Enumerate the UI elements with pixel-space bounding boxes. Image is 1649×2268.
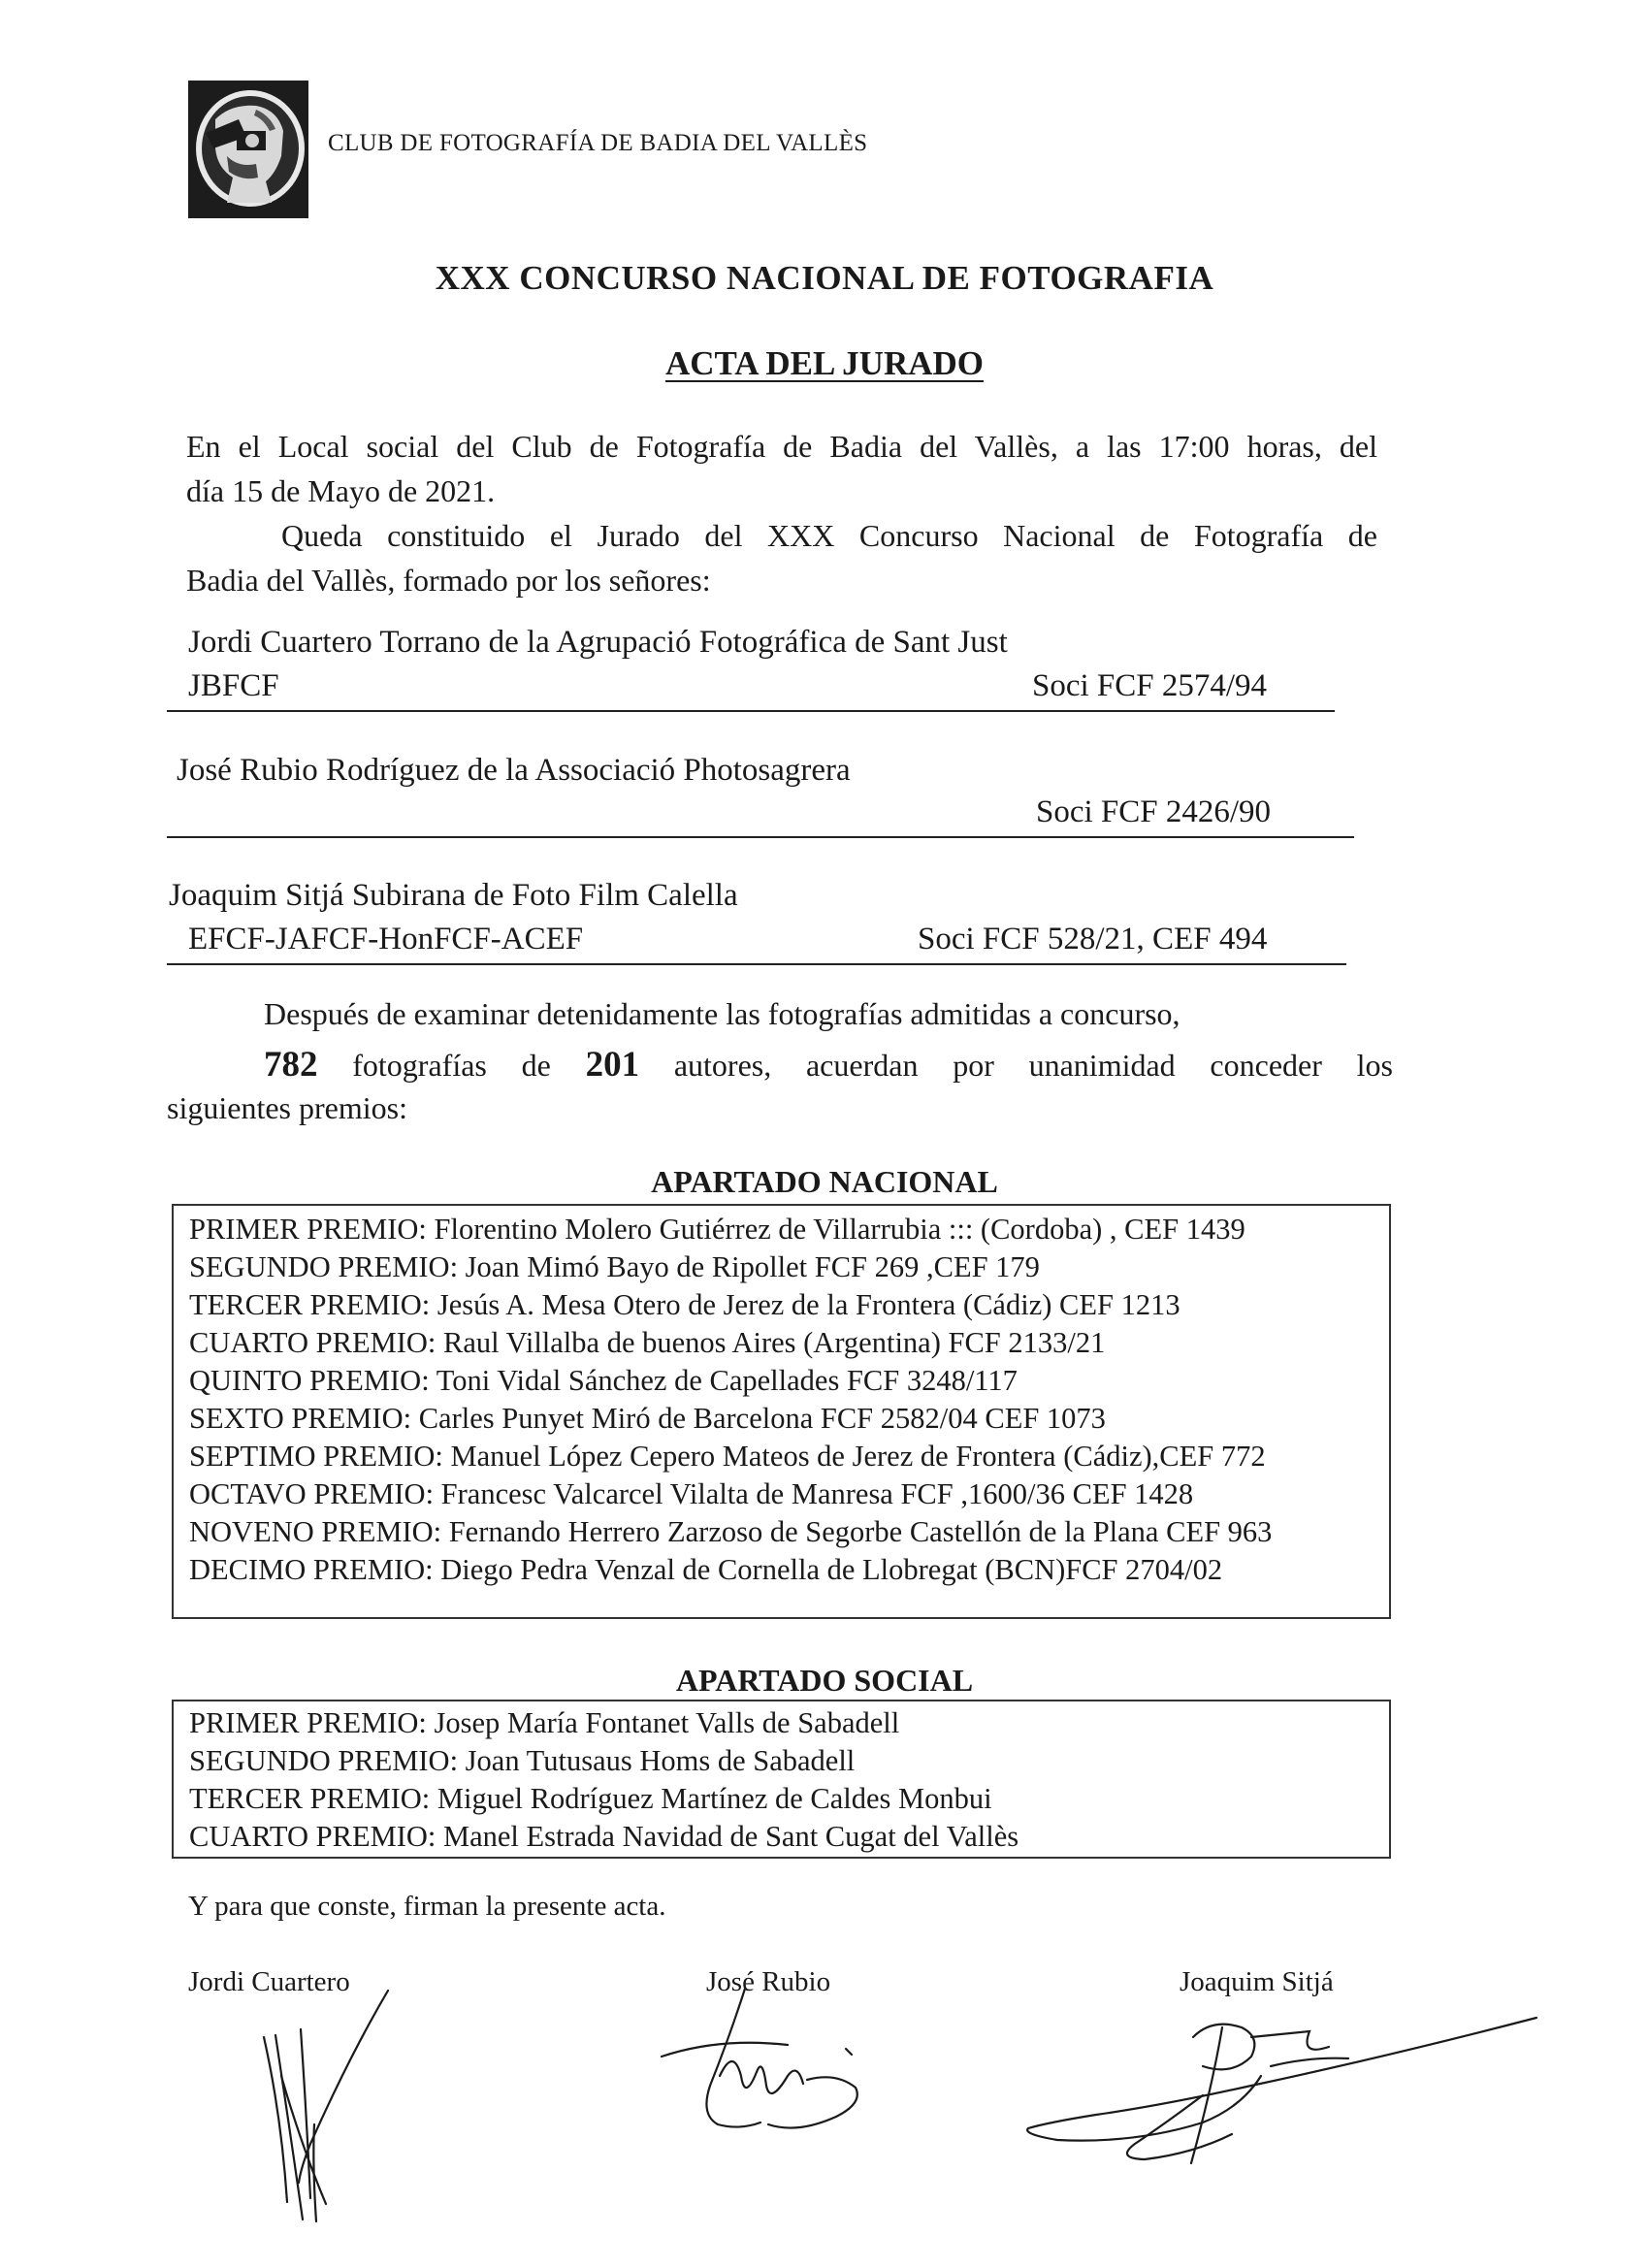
- nacional-prize-7: SEPTIMO PREMIO: Manuel López Cepero Mateos de Jerez de Frontera (Cádiz),CEF 772: [189, 1440, 1266, 1473]
- signatory-2-name: José Rubio: [706, 1966, 831, 1997]
- jury-member-3-titles: EFCF-JAFCF-HonFCF-ACEF: [188, 922, 584, 956]
- photographer-logo-icon: [188, 81, 308, 218]
- word-acuerdan: acuerdan: [805, 1048, 919, 1083]
- social-prize-4: CUARTO PREMIO: Manel Estrada Navidad de Sant Cugat del Vallès: [189, 1820, 1019, 1853]
- jury-member-3-name: Joaquim Sitjá Subirana de Foto Film Calella: [169, 878, 738, 913]
- jury-member-1-rule: [167, 710, 1335, 712]
- word-conceder: conceder: [1210, 1048, 1322, 1083]
- nacional-prize-1: PRIMER PREMIO: Florentino Molero Gutiérrez de Villarrubia ::: (Cordoba) , CEF 1439: [189, 1213, 1245, 1246]
- social-prize-2: SEGUNDO PREMIO: Joan Tutusaus Homs de Sabadell: [189, 1744, 856, 1777]
- intro-paragraph: [186, 424, 1377, 602]
- signatory-3-name: Joaquim Sitjá: [1180, 1966, 1334, 1997]
- jury-member-2-name: José Rubio Rodríguez de la Associació Photosagrera: [177, 753, 851, 788]
- nacional-prize-6: SEXTO PREMIO: Carles Punyet Miró de Barcelona FCF 2582/04 CEF 1073: [189, 1402, 1106, 1435]
- social-prize-box: [172, 1700, 1391, 1859]
- nacional-prize-8: OCTAVO PREMIO: Francesc Valcarcel Vilalta de Manresa FCF ,1600/36 CEF 1428: [189, 1477, 1194, 1510]
- word-de: de: [521, 1048, 551, 1083]
- nacional-prize-4: CUARTO PREMIO: Raul Villalba de buenos Aires (Argentina) FCF 2133/21: [189, 1326, 1106, 1359]
- intro-line-1: En el Local social del Club de Fotografía de Badia del Vallès, a las 17:00 horas, del: [186, 429, 1377, 464]
- word-por: por: [953, 1048, 994, 1083]
- social-prize-list: [189, 1704, 1389, 1856]
- intro-line-4: Badia del Vallès, formado por los señores:: [186, 563, 711, 598]
- social-heading: APARTADO SOCIAL: [675, 1663, 974, 1698]
- social-prize-3: TERCER PREMIO: Miguel Rodríguez Martínez de Caldes Monbui: [189, 1782, 992, 1815]
- club-name: CLUB DE FOTOGRAFÍA DE BADIA DEL VALLÈS: [328, 130, 868, 156]
- signatory-1-name: Jordi Cuartero: [188, 1966, 350, 1997]
- examination-line-3: siguientes premios:: [167, 1090, 407, 1125]
- closing-text: Y para que conste, firman la presente acta.: [188, 1891, 666, 1922]
- jury-member-1-name: Jordi Cuartero Torrano de la Agrupació Fotográfica de Sant Just: [188, 625, 1008, 660]
- nacional-prize-5: QUINTO PREMIO: Toni Vidal Sánchez de Capellades FCF 3248/117: [189, 1364, 1018, 1397]
- nacional-prize-2: SEGUNDO PREMIO: Joan Mimó Bayo de Ripollet FCF 269 ,CEF 179: [189, 1250, 1040, 1283]
- jury-member-1-soci: Soci FCF 2574/94: [1032, 668, 1268, 703]
- word-autores: autores,: [673, 1048, 772, 1083]
- jury-member-3-soci: Soci FCF 528/21, CEF 494: [918, 922, 1268, 956]
- nacional-heading: APARTADO NACIONAL: [651, 1164, 998, 1199]
- social-prize-1: PRIMER PREMIO: Josep María Fontanet Valls de Sabadell: [189, 1706, 900, 1739]
- signature-2-scribble: [652, 1979, 904, 2154]
- nacional-prize-9: NOVENO PREMIO: Fernando Herrero Zarzoso de Segorbe Castellón de la Plana CEF 963: [189, 1515, 1273, 1548]
- authors-count: 201: [585, 1045, 640, 1085]
- jury-member-1-titles: JBFCF: [188, 668, 279, 703]
- signature-1-scribble: [242, 1979, 417, 2231]
- signature-3-scribble: [1018, 1998, 1542, 2192]
- intro-line-3: Queda constituido el Jurado del XXX Concurso Nacional de Fotografía de: [281, 518, 1377, 553]
- jury-member-2-soci: Soci FCF 2426/90: [1036, 794, 1272, 829]
- word-los: los: [1356, 1048, 1393, 1083]
- nacional-prize-10: DECIMO PREMIO: Diego Pedra Venzal de Cornella de Llobregat (BCN)FCF 2704/02: [189, 1553, 1223, 1586]
- word-unanimidad: unanimidad: [1028, 1048, 1176, 1083]
- nacional-prize-list: [189, 1211, 1389, 1589]
- nacional-prize-box: [172, 1204, 1391, 1619]
- examination-line-2: [264, 1044, 1393, 1085]
- jury-member-2-rule: [167, 836, 1354, 838]
- document-title: XXX CONCURSO NACIONAL DE FOTOGRAFIA: [435, 259, 1214, 297]
- document-subtitle: ACTA DEL JURADO: [664, 344, 984, 382]
- nacional-prize-3: TERCER PREMIO: Jesús A. Mesa Otero de Jerez de la Frontera (Cádiz) CEF 1213: [189, 1288, 1180, 1321]
- jury-member-3-rule: [167, 963, 1346, 965]
- word-photos: fotografías: [352, 1048, 487, 1083]
- photos-count: 782: [264, 1045, 318, 1085]
- examination-line-1: Después de examinar detenidamente las fotografías admitidas a concurso,: [264, 996, 1180, 1031]
- intro-line-2: día 15 de Mayo de 2021.: [186, 473, 496, 508]
- logo-graphic: [188, 81, 308, 218]
